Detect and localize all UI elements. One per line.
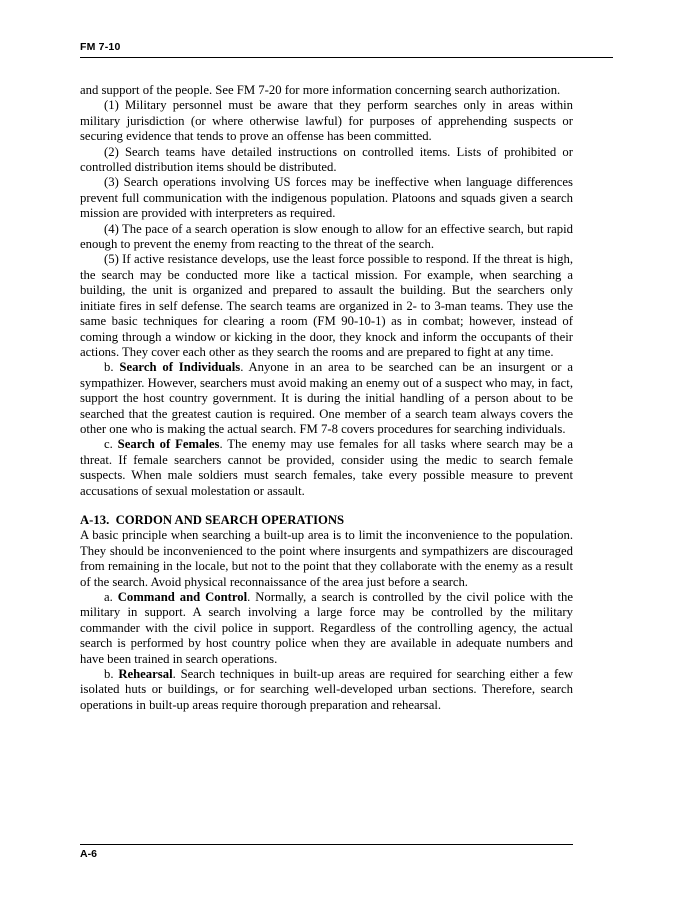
page-body	[80, 83, 573, 713]
subsection-text: . Search techniques in built-up areas are required for searching either a few isolated huts or buildings, or for searching well-developed urban sections. Therefore, search operations in built-up areas require thorough preparation and rehearsal.	[80, 667, 573, 712]
subsection-heading: Rehearsal	[118, 667, 173, 682]
subsection-heading: Command and Control	[117, 590, 248, 604]
document-id: FM 7-10	[80, 41, 121, 53]
subsection-letter: b.	[104, 667, 114, 682]
subsection-heading: Search of Individuals	[119, 360, 241, 375]
subsection-letter: a.	[104, 590, 113, 604]
subsection-search-of-individuals	[80, 360, 573, 437]
paragraph-item-4: (4) The pace of a search operation is slow enough to allow for an effective search, but rapid enough to prevent the enemy from reacting to the threat of the search.	[80, 221, 573, 252]
subsection-heading: Search of Females	[117, 437, 220, 452]
subsection-letter: c.	[104, 437, 113, 452]
footer-rule	[80, 844, 573, 845]
paragraph-item-5: (5) If active resistance develops, use the least force possible to respond. If the threat is high, the search may be conducted more like a tactical mission. For example, when searching a building, the unit is organized and prepared to assault the building. But the searchers only initiate fires in self defense. The search teams are organized in 2- to 3-man teams. They use the same basic techniques for clearing a room (FM 90-10-1) as in combat; however, instead of coming through a window or kicking in the door, they knock and inform the occupants of their actions. They cover each other as they search the rooms and are prepared to fight at any time.	[80, 252, 573, 359]
subsection-text: . Anyone in an area to be searched can be an insurgent or a sympathizer. However, searchers must avoid making an enemy out of a suspect who may, in fact, support the host country government. It is during the initial handling of a person about to be searched that the greatest caution is required. One member of a search team always covers the other one who is making the actual search. FM 7-8 covers procedures for searching individuals.	[80, 360, 574, 436]
header-rule	[80, 57, 613, 58]
section-heading: A-13. CORDON AND SEARCH OPERATIONS	[80, 512, 345, 527]
paragraph-item-2: (2) Search teams have detailed instructions on controlled items. Lists of prohibited or controlled distribution items should be distributed.	[80, 144, 573, 175]
page-number: A-6	[80, 848, 97, 860]
subsection-text: . Normally, a search is controlled by the civil police with the military in support. A search involving a large force may be controlled by the military commander with the civil police in support. Regardless of the controlling agency, the actual search is performed by host country police when they are available in adequate numbers and have been trained in search operations.	[80, 590, 573, 666]
subsection-command-and-control	[80, 590, 573, 667]
subsection-text: . The enemy may use females for all tasks where search may be a threat. If female searchers cannot be provided, consider using the medic to search female suspects. When male soldiers must search females, take every possible measure to prevent accusations of sexual molestation or assault.	[80, 437, 574, 498]
paragraph-continuation: and support of the people. See FM 7-20 for more information concerning search authorization.	[80, 83, 561, 97]
subsection-letter: b.	[104, 360, 114, 375]
subsection-rehearsal	[80, 667, 573, 713]
subsection-search-of-females	[80, 437, 573, 499]
paragraph-item-1: (1) Military personnel must be aware that they perform searches only in areas within military jurisdiction (or where otherwise lawful) for purposes of apprehending suspects or securing evidence that tends to prove an offense has been committed.	[80, 98, 573, 144]
paragraph-item-3: (3) Search operations involving US forces may be ineffective when language differences prevent full communication with the indigenous population. Platoons and squads given a search mission are provided with interpreters as required.	[80, 175, 573, 221]
section-intro: A basic principle when searching a built-up area is to limit the inconvenience to the population. They should be inconvenienced to the point where insurgents and sympathizers are discouraged from remaining in the locale, but not to the point that they collaborate with the enemy as a result of the search. Avoid physical reconnaissance of the area just before a search.	[80, 528, 573, 589]
